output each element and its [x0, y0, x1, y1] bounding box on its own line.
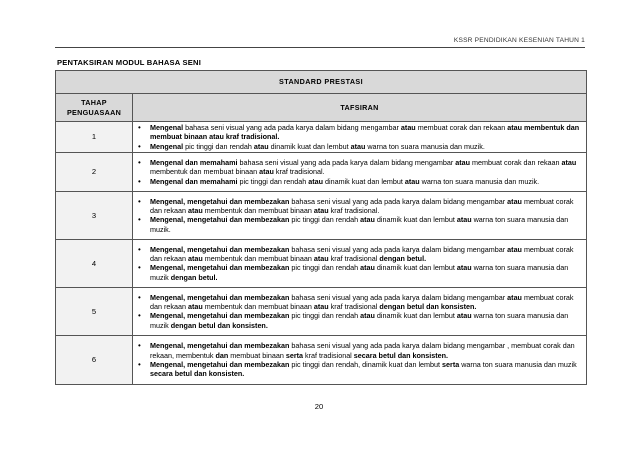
standard-prestasi-table [55, 70, 587, 385]
level-cell: 1 [56, 122, 133, 153]
section-title: PENTAKSIRAN MODUL BAHASA SENI [57, 58, 202, 67]
bold-text-segment: atau [507, 196, 522, 206]
bullet-item [135, 177, 582, 186]
text-segment: kraf tradisional [328, 254, 380, 264]
text-segment: bahasa seni visual yang ada pada karya dalam bidang mengambar [237, 157, 456, 167]
bullet-list [135, 197, 582, 234]
text-segment: membuat binaan [228, 350, 286, 360]
level-cell: 4 [56, 239, 133, 287]
bold-text-segment: serta [442, 359, 460, 369]
text-segment: pic tinggi dan rendah, dinamik kuat dan lembut [289, 359, 443, 369]
text-segment: dinamik kuat dan lembut [374, 263, 457, 273]
bullet-item [135, 341, 582, 360]
text-segment: dinamik kuat dan lembut [323, 176, 405, 186]
table-row [56, 335, 587, 384]
bold-text-segment: Mengenal [150, 141, 184, 151]
text-segment: warna ton suara manusia dan muzik [150, 311, 569, 330]
bullet-item [135, 158, 582, 177]
bold-text-segment: atau [313, 206, 329, 216]
text-segment: pic tinggi dan rendah [289, 215, 361, 225]
table-row [56, 287, 587, 335]
bold-text-segment: atau [400, 123, 416, 132]
bullet-item [135, 245, 582, 264]
interpretation-cell [133, 239, 587, 287]
text-segment: membentuk dan membuat binaan [202, 206, 314, 216]
text-segment: membentuk dan membuat binaan [202, 254, 314, 264]
column-header-level: TAHAP PENGUASAAN [56, 94, 133, 122]
text-segment: membentuk dan membuat binaan [202, 302, 314, 312]
bold-text-segment: atau [455, 157, 471, 167]
text-segment: bahasa seni visual yang ada pada karya dalam bidang mengambar [289, 292, 508, 302]
bold-text-segment: atau [259, 167, 274, 177]
text-segment: kraf tradisional [303, 350, 354, 360]
bold-text-segment: atau [308, 176, 323, 186]
interpretation-cell [133, 152, 587, 191]
text-segment: membentuk dan membuat binaan [150, 167, 260, 177]
column-header-interpretation: TAFSIRAN [133, 94, 587, 122]
bold-text-segment: atau [360, 263, 375, 273]
bullet-list [135, 123, 582, 151]
text-segment: dinamik kuat dan lembut [268, 141, 351, 151]
bold-text-segment: Mengenal [150, 123, 184, 132]
text-segment: dinamik kuat dan lembut [374, 311, 457, 321]
table-row [56, 152, 587, 191]
interpretation-cell [133, 287, 587, 335]
text-segment: bahasa seni visual yang ada pada karya dalam bidang mengambar [289, 244, 508, 254]
bold-text-segment: Mengenal, mengetahui dan membezakan [150, 196, 290, 206]
text-segment: dinamik kuat dan lembut [374, 215, 457, 225]
text-segment: membuat corak dan rekaan [150, 292, 574, 312]
bold-text-segment: Mengenal, mengetahui dan membezakan [150, 359, 290, 369]
text-segment: membuat corak dan rekaan [470, 157, 562, 167]
bold-text-segment: atau [313, 254, 329, 264]
text-segment: pic tinggi dan rendah [289, 311, 361, 321]
bold-text-segment: atau [456, 311, 472, 321]
bullet-item [135, 197, 582, 216]
text-segment: kraf tradisional. [328, 206, 380, 216]
bold-text-segment: atau [456, 215, 472, 225]
table-body [56, 122, 587, 385]
bold-text-segment: dengan betul dan konsisten. [379, 302, 477, 312]
level-cell: 2 [56, 152, 133, 191]
level-cell: 5 [56, 287, 133, 335]
bold-text-segment: dengan betul. [170, 272, 218, 282]
bold-text-segment: atau [404, 176, 420, 186]
bold-text-segment: atau [360, 215, 375, 225]
bold-text-segment: Mengenal, mengetahui dan membezakan [150, 263, 290, 273]
bold-text-segment: atau [187, 206, 203, 216]
text-segment: pic tinggi dan rendah [289, 263, 361, 273]
bold-text-segment: atau membentuk dan membuat binaan atau kraf tradisional. [150, 123, 580, 142]
text-segment: warna ton suara manusia dan muzik. [150, 215, 569, 234]
table-row [56, 191, 587, 239]
header-rule [55, 47, 585, 48]
bullet-list [135, 341, 582, 378]
bold-text-segment: dengan betul dan konsisten. [170, 320, 268, 330]
level-cell: 6 [56, 335, 133, 384]
text-segment: bahasa seni visual yang ada pada karya dalam bidang mengambar , membuat corak dan rekaan, membentuk [150, 341, 575, 360]
running-header: KSSR PENDIDIKAN KESENIAN TAHUN 1 [453, 37, 585, 44]
text-segment: kraf tradisional. [273, 167, 325, 177]
bold-text-segment: Mengenal dan memahami [150, 157, 238, 167]
text-segment: warna ton suara manusia dan muzik. [419, 176, 540, 186]
bold-text-segment: atau [507, 244, 522, 254]
text-segment: bahasa seni visual yang ada pada karya dalam bidang mengambar [289, 196, 508, 206]
text-segment: membuat corak dan rekaan [150, 196, 574, 216]
text-segment: warna ton suara manusia dan muzik [150, 263, 569, 282]
bullet-item [135, 215, 582, 234]
bold-text-segment: Mengenal, mengetahui dan membezakan [150, 341, 290, 351]
text-segment: pic tinggi dan rendah [237, 176, 309, 186]
bullet-item [135, 142, 582, 151]
bold-text-segment: Mengenal, mengetahui dan membezakan [150, 292, 290, 302]
interpretation-cell [133, 191, 587, 239]
page-number: 20 [314, 402, 324, 411]
text-segment: warna ton suara manusia dan muzik. [365, 141, 485, 151]
bullet-list [135, 158, 582, 186]
bold-text-segment: Mengenal, mengetahui dan membezakan [150, 215, 290, 225]
text-segment: pic tinggi dan rendah [183, 141, 254, 151]
table-banner: STANDARD PRESTASI [56, 71, 587, 94]
bullet-item [135, 123, 582, 142]
bold-text-segment: atau [507, 292, 522, 302]
level-cell: 3 [56, 191, 133, 239]
table-row [56, 122, 587, 153]
table-row [56, 239, 587, 287]
bold-text-segment: atau [187, 254, 203, 264]
bold-text-segment: Mengenal dan memahami [150, 176, 238, 186]
text-segment: bahasa seni visual yang ada pada karya dalam bidang mengambar [183, 123, 401, 132]
bold-text-segment: dan [215, 350, 229, 360]
bold-text-segment: atau [313, 302, 329, 312]
bold-text-segment: atau [456, 263, 472, 273]
interpretation-cell [133, 122, 587, 153]
bold-text-segment: atau [187, 302, 203, 312]
bullet-list [135, 293, 582, 330]
bold-text-segment: Mengenal, mengetahui dan membezakan [150, 311, 290, 321]
bold-text-segment: atau [360, 311, 375, 321]
bullet-list [135, 245, 582, 282]
text-segment: warna ton suara manusia dan muzik [459, 359, 577, 369]
bullet-item [135, 360, 582, 379]
bold-text-segment: atau [350, 141, 366, 151]
text-segment: membuat corak dan rekaan [150, 244, 574, 264]
bold-text-segment: Mengenal, mengetahui dan membezakan [150, 244, 290, 254]
bullet-item [135, 311, 582, 330]
bullet-item [135, 263, 582, 282]
bold-text-segment: dengan betul. [379, 254, 427, 264]
bold-text-segment: atau [561, 157, 577, 167]
bold-text-segment: secara betul dan konsisten. [353, 350, 449, 360]
bullet-item [135, 293, 582, 312]
interpretation-cell [133, 335, 587, 384]
bold-text-segment: atau [253, 141, 269, 151]
bold-text-segment: serta [285, 350, 304, 360]
text-segment: kraf tradisional [328, 302, 380, 312]
bold-text-segment: secara betul dan konsisten. [150, 369, 245, 379]
text-segment: membuat corak dan rekaan [415, 123, 508, 132]
